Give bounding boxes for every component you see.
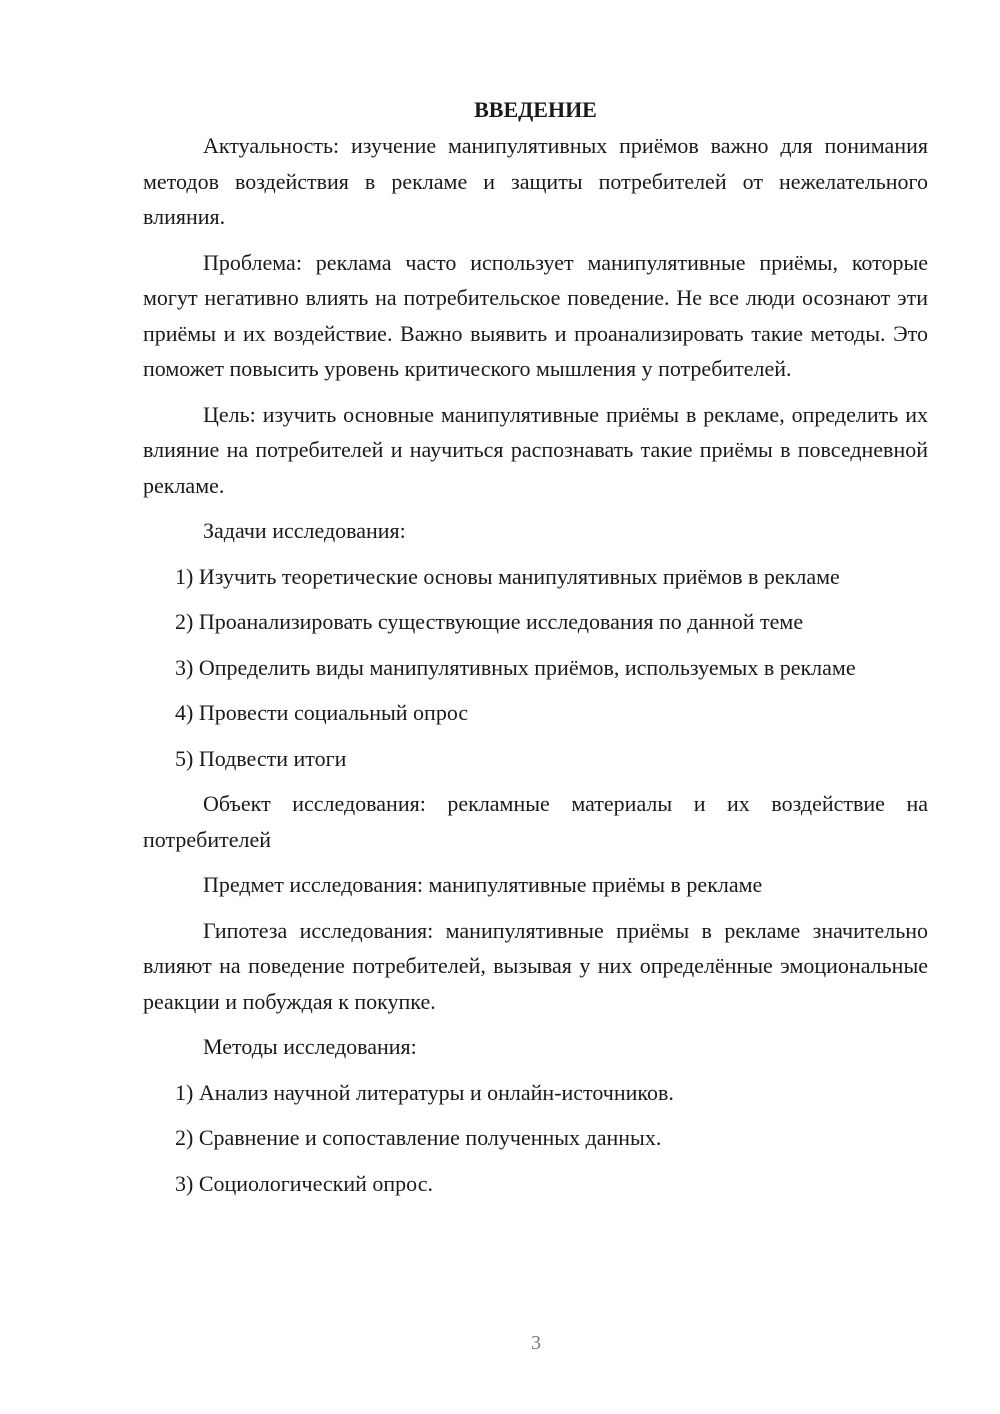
task-item: 4) Провести социальный опрос	[175, 700, 469, 725]
method-item: 2) Сравнение и сопоставление полученных данных.	[175, 1125, 662, 1150]
paragraph-subject: Предмет исследования: манипулятивные приёмы в рекламе	[203, 872, 763, 897]
paragraph-goal: Цель: изучить основные манипулятивные приёмы в рекламе, определить их влияние на потребителей и научиться распознавать такие приёмы в повседневной рекламе.	[143, 401, 928, 498]
page-number: 3	[531, 1332, 541, 1354]
method-item: 1) Анализ научной литературы и онлайн-источников.	[175, 1079, 674, 1105]
tasks-heading: Задачи исследования:	[203, 518, 406, 543]
paragraph-hypothesis: Гипотеза исследования: манипулятивные приёмы в рекламе значительно влияют на поведение потребителей, вызывая у них определённые эмоциональные реакции и побуждая к покупке.	[143, 917, 928, 1014]
task-item: 5) Подвести итоги	[175, 745, 347, 771]
paragraph-object: Объект исследования: рекламные материалы и их воздействие на потребителей	[143, 791, 928, 852]
task-item: 2) Проанализировать существующие исследования по данной теме	[175, 609, 804, 634]
page-content	[143, 92, 928, 1211]
paragraph-problem: Проблема: реклама часто использует манипулятивные приёмы, которые могут негативно влиять на потребительское поведение. Не все люди осознают эти приёмы и их воздействие. Важно выявить и проанализировать такие методы. Это поможет повысить уровень критического мышления у потребителей.	[143, 249, 928, 381]
task-item: 3) Определить виды манипулятивных приёмов, используемых в рекламе	[175, 654, 856, 680]
paragraph-relevance: Актуальность: изучение манипулятивных приёмов важно для понимания методов воздействия в рекламе и защиты потребителей от нежелательного влияния.	[143, 133, 928, 229]
page-title: ВВЕДЕНИЕ	[474, 97, 597, 122]
task-item: 1) Изучить теоретические основы манипулятивных приёмов в рекламе	[175, 563, 840, 589]
methods-heading: Методы исследования:	[203, 1034, 417, 1059]
method-item: 3) Социологический опрос.	[175, 1170, 433, 1196]
